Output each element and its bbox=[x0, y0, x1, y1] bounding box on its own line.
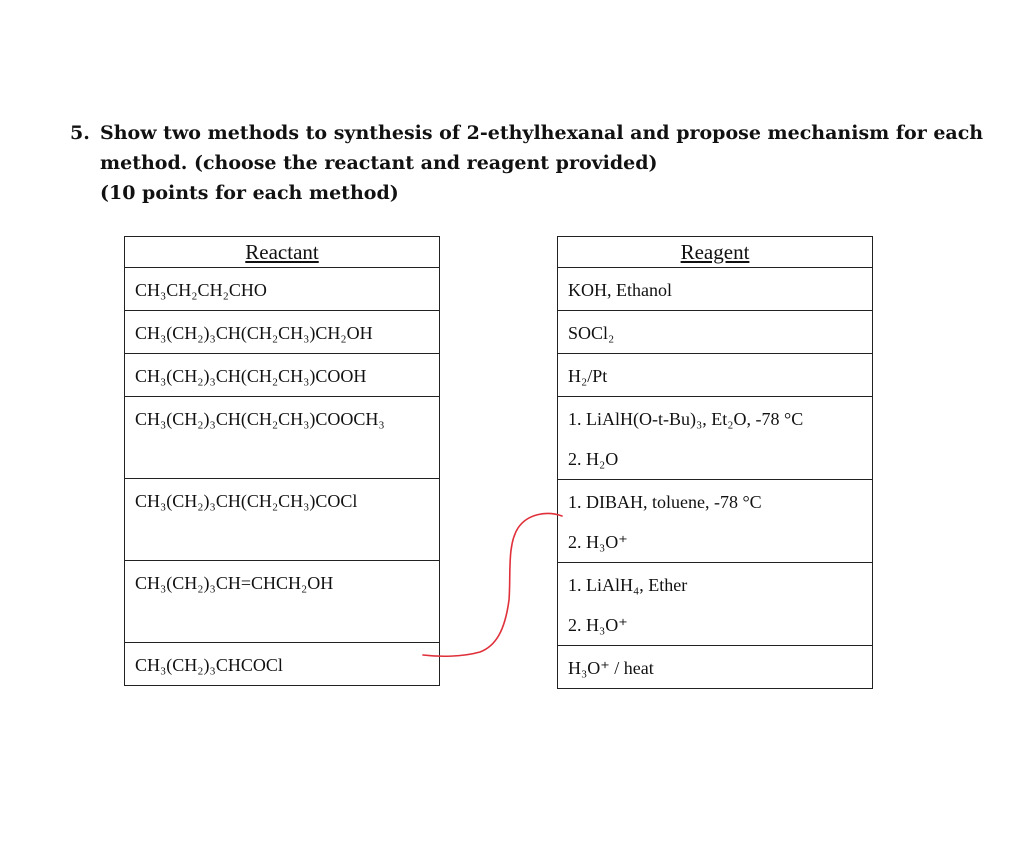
question-text bbox=[70, 118, 984, 208]
reagent-table bbox=[557, 236, 873, 689]
red-curve-stroke bbox=[423, 514, 562, 657]
reagent-row bbox=[558, 268, 873, 311]
reactant-table bbox=[124, 236, 440, 686]
reactant-formula: CH₃(CH₂)₃CH(CH₂CH₃)COOCH₃ bbox=[135, 409, 385, 429]
reagent-row bbox=[558, 480, 873, 563]
reagent-step-1: 1. LiAlH₄, Ether bbox=[568, 575, 688, 595]
reagent-row bbox=[558, 311, 873, 354]
question-line-2: method. (choose the reactant and reagent provided) bbox=[100, 152, 658, 174]
reagent-header: Reagent bbox=[558, 237, 873, 268]
reagent-text: H₂/Pt bbox=[568, 366, 608, 386]
reactant-row bbox=[125, 479, 440, 561]
reagent-row bbox=[558, 646, 873, 689]
question-number: 5. bbox=[70, 122, 90, 144]
reactant-formula: CH₃CH₂CH₂CHO bbox=[135, 280, 267, 300]
reactant-row bbox=[125, 561, 440, 643]
reactant-formula: CH₃(CH₂)₃CH(CH₂CH₃)COOH bbox=[135, 366, 367, 386]
reagent-step-1: 1. LiAlH(O-t-Bu)₃, Et₂O, -78 °C bbox=[568, 409, 804, 429]
reactant-formula: CH₃(CH₂)₃CH=CHCH₂OH bbox=[135, 573, 334, 593]
reagent-text: KOH, Ethanol bbox=[568, 280, 672, 300]
reactant-formula: CH₃(CH₂)₃CH(CH₂CH₃)CH₂OH bbox=[135, 323, 373, 343]
reagent-step-1: 1. DIBAH, toluene, -78 °C bbox=[568, 492, 762, 512]
reactant-row bbox=[125, 643, 440, 686]
question-line-3: (10 points for each method) bbox=[100, 182, 399, 204]
question-line-1: Show two methods to synthesis of 2-ethylhexanal and propose mechanism for each bbox=[100, 122, 984, 144]
reagent-step-2: 2. H₂O bbox=[568, 449, 619, 469]
reagent-row bbox=[558, 354, 873, 397]
reagent-step-2: 2. H₃O⁺ bbox=[568, 532, 628, 552]
reagent-row bbox=[558, 563, 873, 646]
reactant-row bbox=[125, 354, 440, 397]
reactant-row bbox=[125, 268, 440, 311]
reagent-text: SOCl₂ bbox=[568, 323, 615, 343]
reagent-row bbox=[558, 397, 873, 480]
reactant-row bbox=[125, 397, 440, 479]
reactant-header: Reactant bbox=[125, 237, 440, 268]
reagent-text: H₃O⁺ / heat bbox=[568, 658, 654, 678]
reactant-formula: CH₃(CH₂)₃CH(CH₂CH₃)COCl bbox=[135, 491, 358, 511]
reagent-step-2: 2. H₃O⁺ bbox=[568, 615, 628, 635]
reactant-row bbox=[125, 311, 440, 354]
reactant-formula: CH₃(CH₂)₃CHCOCl bbox=[135, 655, 283, 675]
